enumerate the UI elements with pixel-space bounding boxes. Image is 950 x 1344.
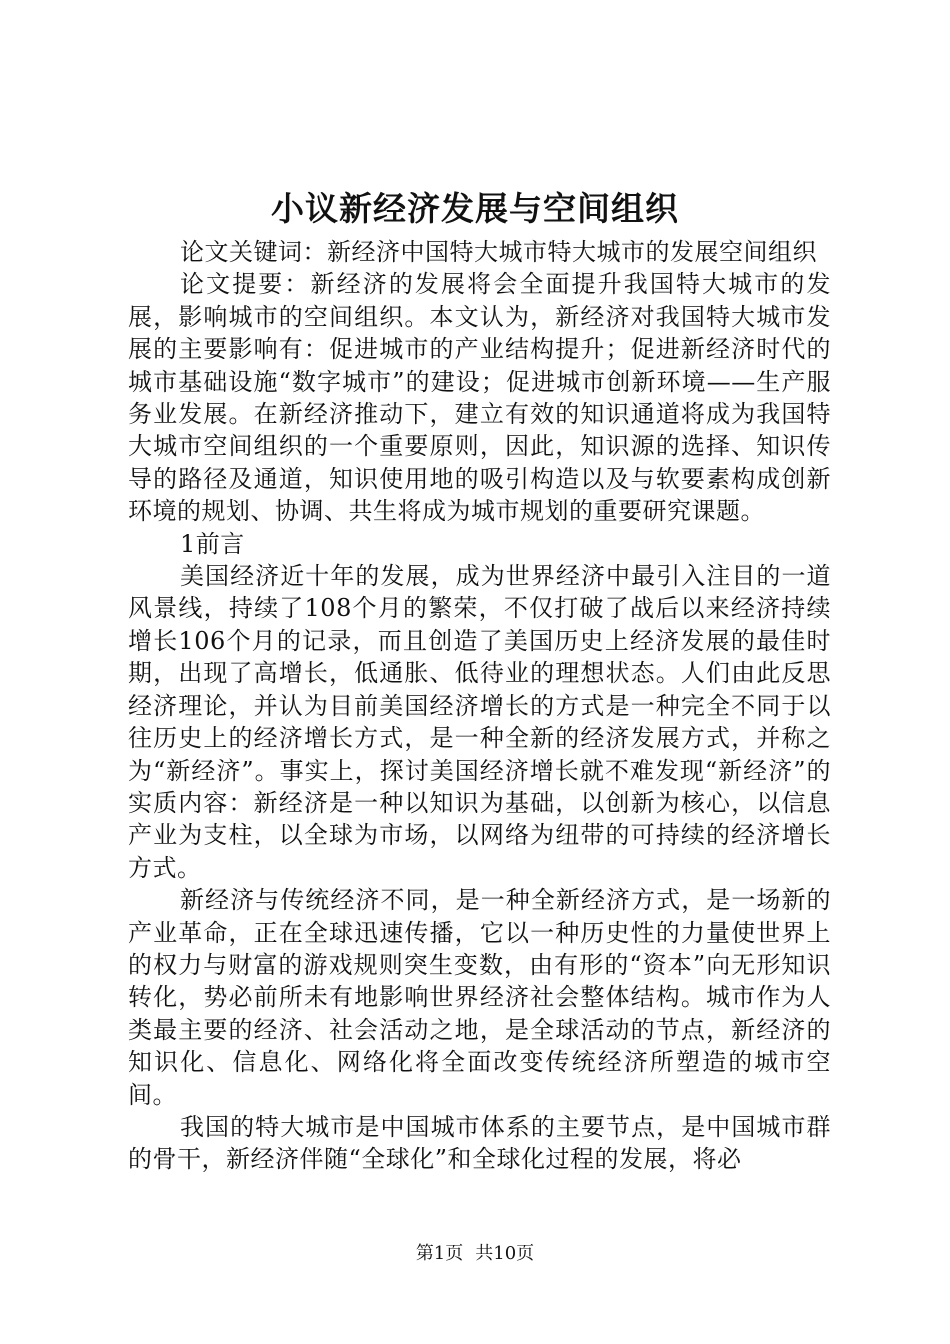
page-number: 第1页: [415, 1243, 464, 1264]
section-paragraph: 我国的特大城市是中国城市体系的主要节点，是中国城市群的骨干，新经济伴随“全球化”和全球化过程的发展，将必: [128, 1112, 831, 1174]
document-body: [128, 236, 831, 1176]
page-footer: [0, 1241, 950, 1267]
section-heading: 1前言: [180, 529, 245, 558]
document-title: 小议新经济发展与空间组织: [271, 189, 679, 228]
total-pages: 共10页: [475, 1243, 535, 1264]
abstract-paragraph: 论文提要：新经济的发展将会全面提升我国特大城市的发展，影响城市的空间组织。本文认为，新经济对我国特大城市发展的主要影响有：促进城市的产业结构提升；促进新经济时代的城市基础设施“数字城市”的建设；促进城市创新环境——生产服务业发展。在新经济推动下，建立有效的知识通道将成为我国特大城市空间组织的一个重要原则，因此，知识源的选择、知识传导的路径及通道，知识使用地的吸引构造以及与软要素构成创新环境的规划、协调、共生将成为城市规划的重要研究课题。: [128, 270, 831, 526]
section-paragraph: 新经济与传统经济不同，是一种全新经济方式，是一场新的产业革命，正在全球迅速传播，它以一种历史性的力量使世界上的权力与财富的游戏规则突生变数，由有形的“资本”向无形知识转化，势必前所未有地影响世界经济社会整体结构。城市作为人类最主要的经济、社会活动之地，是全球活动的节点，新经济的知识化、信息化、网络化将全面改变传统经济所塑造的城市空间。: [128, 886, 831, 1109]
section-paragraph: 美国经济近十年的发展，成为世界经济中最引入注目的一道风景线，持续了108个月的繁荣，不仅打破了战后以来经济持续增长106个月的记录，而且创造了美国历史上经济发展的最佳时期，出现了高增长，低通胀、低待业的理想状态。人们由此反思经济理论，并认为目前美国经济增长的方式是一种完全不同于以往历史上的经济增长方式，是一种全新的经济发展方式，并称之为“新经济”。事实上，探讨美国经济增长就不难发现“新经济”的实质内容：新经济是一种以知识为基础，以创新为核心，以信息产业为支柱，以全球为市场，以网络为纽带的可持续的经济增长方式。: [128, 562, 831, 882]
keywords-paragraph: 论文关键词：新经济中国特大城市特大城市的发展空间组织: [180, 238, 817, 266]
